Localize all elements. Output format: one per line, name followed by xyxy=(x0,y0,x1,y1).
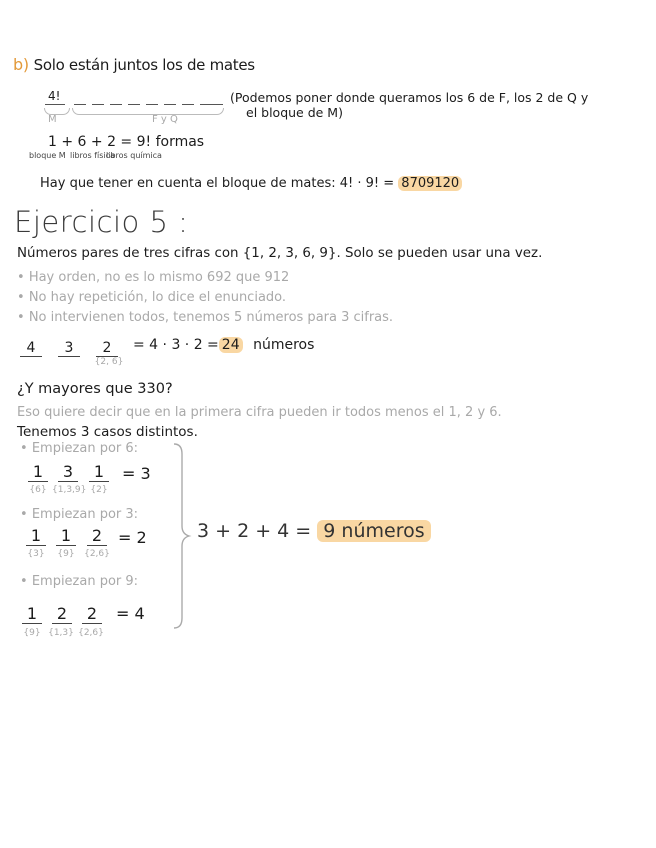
slot-line xyxy=(92,104,104,105)
total-value: 9 números xyxy=(317,520,430,542)
slot-top-label: 4! xyxy=(48,89,61,103)
total-expr: 3 + 2 + 4 = xyxy=(197,520,312,542)
slot-M-label: M xyxy=(48,114,57,125)
calc-slot: 4 xyxy=(20,337,42,357)
cases-brace xyxy=(172,442,192,630)
case-digit: 1 xyxy=(28,462,48,482)
bullet-item: • No intervienen todos, tenemos 5 números para 3 cifras. xyxy=(17,310,394,325)
slot-line xyxy=(146,104,158,105)
case-sub: {1,3} xyxy=(48,628,74,638)
calc-sub: {2, 6} xyxy=(94,357,124,367)
slot-line xyxy=(182,104,194,105)
question-explanation: Eso quiere decir que en la primera cifra pueden ir todos menos el 1, 2 y 6. xyxy=(17,405,502,420)
case-sub: {9} xyxy=(23,628,41,638)
case-sub: {1,3,9} xyxy=(52,485,87,495)
bullet-item: • Hay orden, no es lo mismo 692 que 912 xyxy=(17,270,290,285)
question-heading: ¿Y mayores que 330? xyxy=(17,381,173,397)
case-result: = 2 xyxy=(118,528,147,547)
calc-slot: 2 xyxy=(96,337,118,357)
part-b-title: Solo están juntos los de mates xyxy=(33,56,255,74)
slot-line xyxy=(164,104,176,105)
calc-slot: 3 xyxy=(58,337,80,357)
part-b-note-line2: el bloque de M) xyxy=(246,105,343,120)
part-b-result-text: Hay que tener en cuenta el bloque de mates: 4! · 9! = xyxy=(40,176,395,191)
case-digit: 1 xyxy=(26,526,46,546)
cases-intro: Tenemos 3 casos distintos. xyxy=(17,424,198,440)
case-sub: {2,6} xyxy=(84,549,110,559)
exercise-5-title: Ejercicio 5 : xyxy=(14,205,189,239)
case-sub: {2} xyxy=(90,485,108,495)
case-digit: 1 xyxy=(56,526,76,546)
case-label: • Empiezan por 6: xyxy=(20,441,139,456)
case-result: = 4 xyxy=(116,604,145,623)
sum-label-quimica: libros química xyxy=(106,151,162,160)
case-digit: 2 xyxy=(82,604,102,624)
part-b-note-line1: (Podemos poner donde queramos los 6 de F, los 2 de Q y xyxy=(230,90,589,105)
part-b-sum-expr: 1 + 6 + 2 = 9! formas xyxy=(48,134,205,150)
part-b-heading xyxy=(13,55,255,74)
case-label: • Empiezan por 3: xyxy=(20,507,139,522)
calc-expr: = 4 · 3 · 2 = xyxy=(133,337,219,353)
case-sub: {3} xyxy=(27,549,45,559)
calc-expr-line xyxy=(133,337,314,353)
part-b-result xyxy=(40,176,462,191)
case-digit: 3 xyxy=(58,462,78,482)
case-digit: 2 xyxy=(87,526,107,546)
brace-FyQ xyxy=(72,108,224,115)
exercise-5-statement: Números pares de tres cifras con {1, 2, 3, 6, 9}. Solo se pueden usar una vez. xyxy=(17,246,543,261)
slot-FyQ-label: F y Q xyxy=(152,114,178,125)
slot-line xyxy=(128,104,140,105)
case-sub: {9} xyxy=(57,549,75,559)
sum-label-bloque: bloque M xyxy=(29,151,66,160)
case-digit: 2 xyxy=(52,604,72,624)
part-b-result-value: 8709120 xyxy=(398,176,462,191)
part-b-label: b) xyxy=(13,55,29,74)
calc-value: 24 xyxy=(219,337,243,353)
calc-unit: números xyxy=(253,337,315,353)
total-line xyxy=(197,520,431,542)
bullet-item: • No hay repetición, lo dice el enunciado. xyxy=(17,290,287,305)
slot-line xyxy=(211,104,223,105)
case-result: = 3 xyxy=(122,464,151,483)
slot-line xyxy=(45,104,65,105)
slot-line xyxy=(74,104,86,105)
case-sub: {2,6} xyxy=(78,628,104,638)
case-digit: 1 xyxy=(22,604,42,624)
case-digit: 1 xyxy=(89,462,109,482)
sum-label-fisica: libros física xyxy=(70,151,115,160)
case-label: • Empiezan por 9: xyxy=(20,574,139,589)
slot-line xyxy=(110,104,122,105)
case-sub: {6} xyxy=(29,485,47,495)
